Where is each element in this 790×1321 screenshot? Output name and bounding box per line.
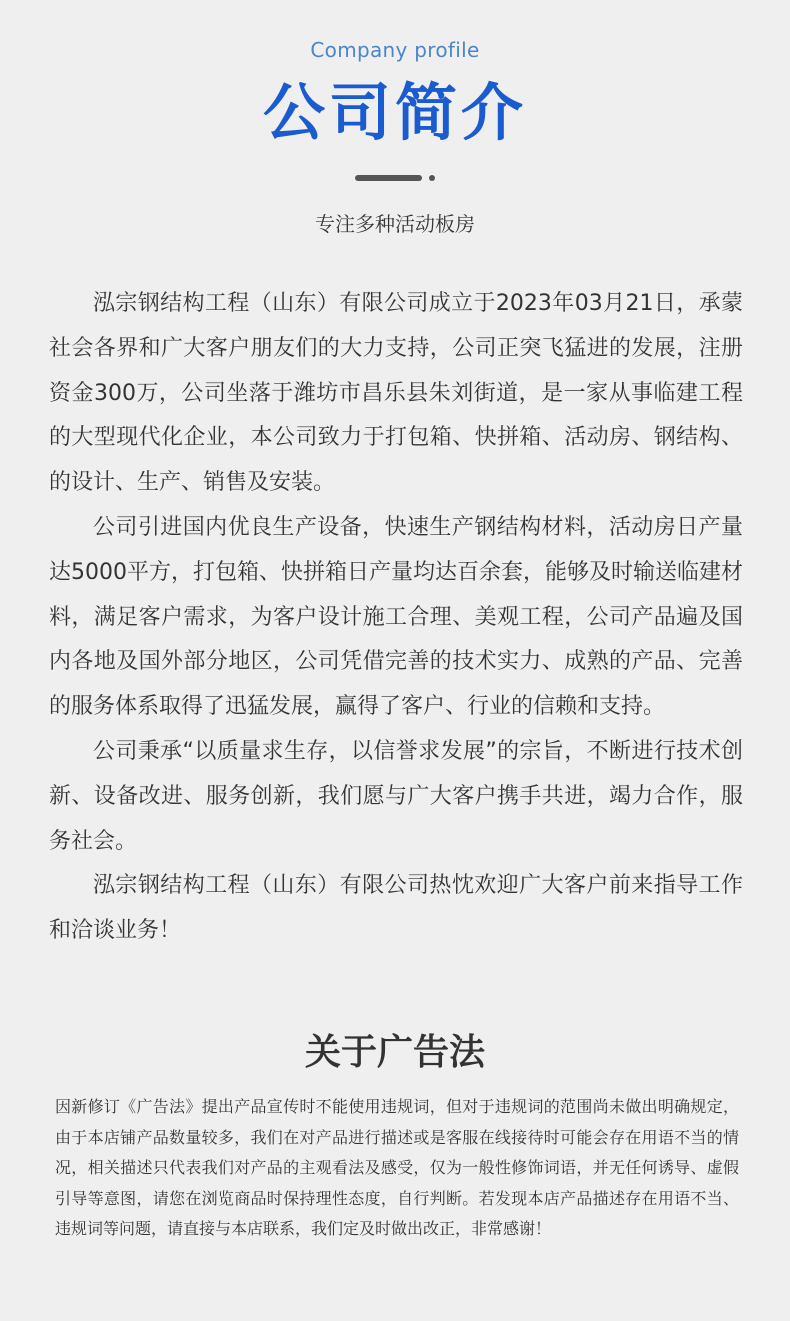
intro-paragraph-4: 泓宗钢结构工程（山东）有限公司热忱欢迎广大客户前来指导工作和洽谈业务！ [49,873,743,944]
ad-law-text: 因新修订《广告法》提出产品宣传时不能使用违规词，但对于违规词的范围尚未做出明确规定，由于本店铺产品数量较多，我们在对产品进行描述或是客服在线接待时可能会存在用语不当的情况，相关描述只代表我们对产品的主观看法及感受，仅为一般性修饰词语，并无任何诱导、虚假引导等意图，请您在浏览商品时保持理性态度，自行判断。若发现本店产品描述存在用语不当、违规词等问题，请直接与本店联系，我们定及时做出改正，非常感谢！ [55,1097,739,1239]
company-intro [49,282,743,954]
ad-law-notice [55,1092,739,1245]
english-title: Company profile [310,38,480,62]
page-title: 公司简介 [262,76,527,149]
divider-bar [355,175,422,181]
intro-paragraph-2: 公司引进国内优良生产设备，快速生产钢结构材料，活动房日产量达5000平方，打包箱、快拼箱日产量均达百余套，能够及时输送临建材料，满足客户需求，为客户设计施工合理、美观工程，公司产品遍及国内各地及国外部分地区，公司凭借完善的技术实力、成熟的产品、完善的服务体系取得了迅猛发展，赢得了客户、行业的信赖和支持。 [49,514,743,720]
divider-dot [429,175,435,181]
title-divider [355,175,435,181]
page-subtitle: 专注多种活动板房 [315,212,475,236]
intro-paragraph-1: 泓宗钢结构工程（山东）有限公司成立于2023年03月21日，承蒙社会各界和广大客户朋友们的大力支持，公司正突飞猛进的发展，注册资金300万，公司坐落于潍坊市昌乐县朱刘街道，是一家从事临建工程的大型现代化企业，本公司致力于打包箱、快拼箱、活动房、钢结构、的设计、生产、销售及安装。 [49,291,743,496]
intro-paragraph-3: 公司秉承“以质量求生存，以信誉求发展”的宗旨，不断进行技术创新、设备改进、服务创新，我们愿与广大客户携手共进，竭力合作，服务社会。 [49,738,743,854]
ad-law-title: 关于广告法 [304,1032,485,1073]
